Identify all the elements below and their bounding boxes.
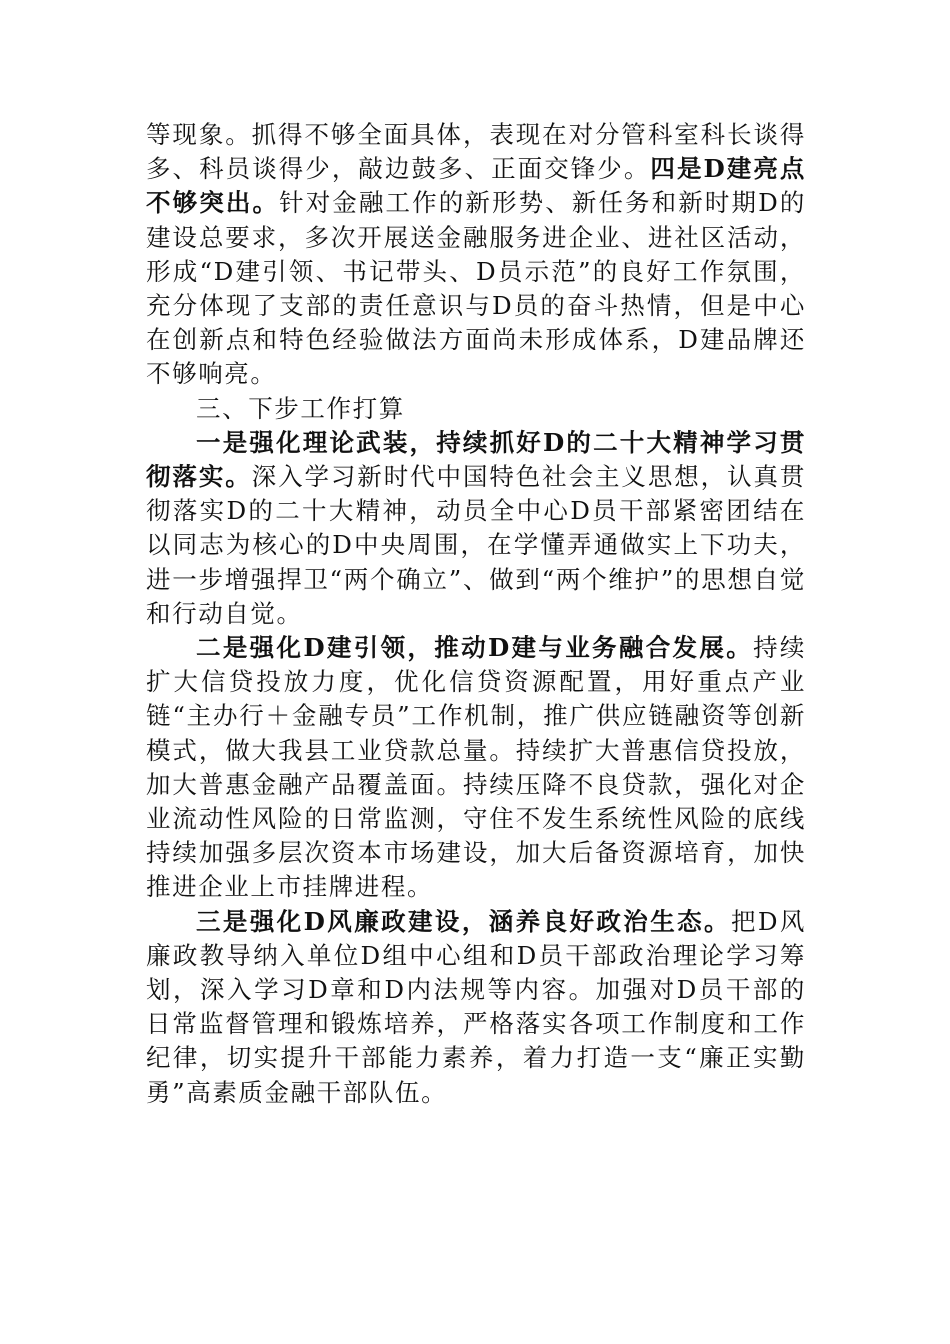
paragraph-text: 把D风廉政教导纳入单位D组中心组和D员干部政治理论学习筹划，深入学习D章和D内法规等内容。加强对D员干部的日常监督管理和锻炼培养，严格落实各项工作制度和工作纪律，切实提升干部能力素养，着力打造一支“廉正实勤勇”高素质金融干部队伍。 xyxy=(146,906,806,1107)
paragraph-text: 等现象。抓得不够全面具体，表现在对分管科室科长谈得多、科员谈得少，敲边鼓多、正面交锋少。 xyxy=(146,120,806,184)
paragraph-bold-lead: 二是强化D建引领，推动D建与业务融合发展。 xyxy=(196,633,754,663)
paragraph-bold-lead: 三是强化D风廉政建设，涵养良好政治生态。 xyxy=(196,906,731,936)
paragraph-point-3 xyxy=(146,905,806,1110)
paragraph-continuation xyxy=(146,118,806,392)
section-heading: 三、下步工作打算 xyxy=(196,393,405,423)
paragraph-text: 持续扩大信贷投放力度，优化信贷资源配置，用好重点产业链“主办行＋金融专员”工作机制，推广供应链融资等创新模式，做大我县工业贷款总量。持续扩大普惠信贷投放，加大普惠金融产品覆盖面。持续压降不良贷款，强化对企业流动性风险的日常监测，守住不发生系统性风险的底线持续加强多层次资本市场建设，加大后备资源培育，加快推进企业上市挂牌进程。 xyxy=(146,633,806,902)
document-body xyxy=(146,118,806,1110)
paragraph-text: 深入学习新时代中国特色社会主义思想，认真贯彻落实D的二十大精神，动员全中心D员干部紧密团结在以同志为核心的D中央周围，在学懂弄通做实上下功夫，进一步增强捍卫“两个确立”、做到“两个维护”的思想自觉和行动自觉。 xyxy=(146,462,806,628)
paragraph-text: 针对金融工作的新形势、新任务和新时期D的建设总要求，多次开展送金融服务进企业、进社区活动，形成“D建引领、书记带头、D员示范”的良好工作氛围，充分体现了支部的责任意识与D员的奋斗热情，但是中心在创新点和特色经验做法方面尚未形成体系，D建品牌还不够响亮。 xyxy=(146,188,806,389)
paragraph-point-2 xyxy=(146,631,806,905)
paragraph-bold-lead: 四是D建亮点不够突出。 xyxy=(146,154,806,218)
paragraph-bold-lead: 一是强化理论武装，持续抓好D的二十大精神学习贯彻落实。 xyxy=(146,427,806,492)
paragraph-point-1 xyxy=(146,426,806,631)
